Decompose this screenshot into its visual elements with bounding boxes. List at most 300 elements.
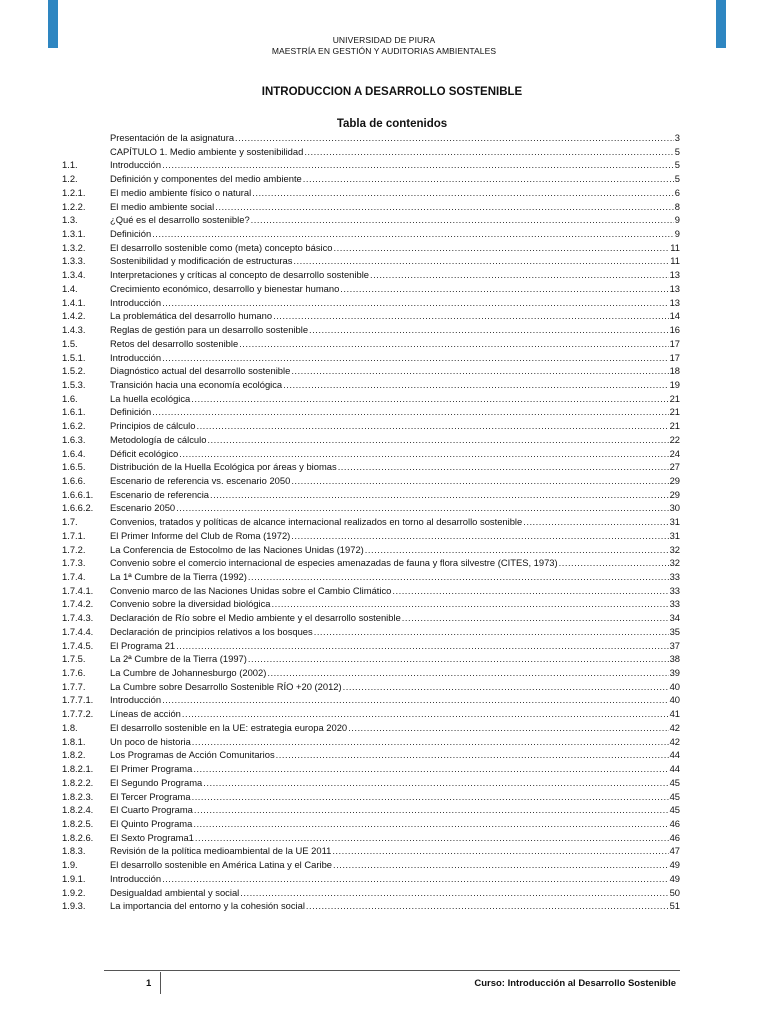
- toc-entry-title: Sostenibilidad y modificación de estructuras: [110, 255, 293, 267]
- toc-entry-title: CAPÍTULO 1. Medio ambiente y sostenibilidad: [110, 145, 304, 157]
- toc-entry-body: [110, 447, 680, 461]
- toc-entry-page: 5: [674, 173, 680, 185]
- toc-entry-title: El Primer Programa: [110, 763, 193, 775]
- toc-entry[interactable]: [62, 584, 680, 598]
- toc-entry-number: 1.8.1.: [62, 735, 86, 747]
- toc-dot-leader: [192, 735, 669, 749]
- toc-entry-body: [110, 351, 680, 365]
- toc-dot-leader: [162, 351, 668, 365]
- toc-entry[interactable]: [62, 680, 680, 694]
- toc-dot-leader: [333, 858, 669, 872]
- toc-dot-leader: [523, 515, 668, 529]
- toc-entry[interactable]: [62, 570, 680, 584]
- toc-entry-page: 39: [669, 667, 680, 679]
- toc-entry[interactable]: [62, 460, 680, 474]
- toc-entry-page: 31: [669, 529, 680, 541]
- toc-entry-body: [110, 213, 680, 227]
- toc-entry[interactable]: [62, 831, 680, 845]
- toc-entry-body: [110, 131, 680, 145]
- toc-entry-page: 21: [669, 406, 680, 418]
- toc-entry[interactable]: [62, 556, 680, 570]
- toc-dot-leader: [179, 447, 668, 461]
- toc-entry-number: 1.3.2.: [62, 241, 86, 253]
- toc-entry-number: 1.4.3.: [62, 324, 86, 336]
- toc-entry-number: 1.3.1.: [62, 228, 86, 240]
- toc-entry-number: 1.5.1.: [62, 351, 86, 363]
- toc-entry-number: 1.6.1.: [62, 406, 86, 418]
- toc-entry[interactable]: [62, 488, 680, 502]
- toc-entry-title: El medio ambiente social: [110, 200, 215, 212]
- toc-dot-leader: [193, 817, 668, 831]
- toc-entry-number: 1.1.: [62, 159, 78, 171]
- toc-dot-leader: [267, 666, 668, 680]
- toc-entry-title: El Cuarto Programa: [110, 804, 193, 816]
- toc-entry[interactable]: [62, 666, 680, 680]
- toc-dot-leader: [248, 652, 669, 666]
- toc-entry-body: [110, 693, 680, 707]
- toc-entry-body: [110, 241, 680, 255]
- toc-entry[interactable]: [62, 886, 680, 900]
- toc-entry[interactable]: [62, 515, 680, 529]
- toc-entry-page: 42: [669, 721, 680, 733]
- toc-dot-leader: [162, 158, 674, 172]
- toc-entry-number: 1.2.2.: [62, 200, 86, 212]
- toc-entry-title: Distribución de la Huella Ecológica por áreas y biomas: [110, 461, 337, 473]
- toc-entry[interactable]: [62, 639, 680, 653]
- toc-entry-body: [110, 597, 680, 611]
- toc-dot-leader: [203, 776, 668, 790]
- toc-entry-body: [110, 405, 680, 419]
- toc-entry-title: El Programa 21: [110, 639, 176, 651]
- toc-entry-body: [110, 721, 680, 735]
- toc-entry[interactable]: [62, 172, 680, 186]
- toc-entry-page: 8: [674, 200, 680, 212]
- toc-dot-leader: [365, 543, 669, 557]
- toc-entry[interactable]: [62, 419, 680, 433]
- toc-dot-leader: [239, 337, 668, 351]
- toc-entry[interactable]: [62, 282, 680, 296]
- toc-entry[interactable]: [62, 323, 680, 337]
- toc-entry-title: Revisión de la política medioambiental de la UE 2011: [110, 845, 332, 857]
- toc-entry-page: 34: [669, 612, 680, 624]
- toc-entry[interactable]: [62, 748, 680, 762]
- toc-dot-leader: [370, 268, 669, 282]
- toc-dot-leader: [191, 392, 668, 406]
- toc-entry-title: Convenio marco de las Naciones Unidas sobre el Cambio Climático: [110, 584, 392, 596]
- toc-entry-page: 32: [669, 557, 680, 569]
- toc-dot-leader: [162, 693, 668, 707]
- toc-entry-number: 1.7.7.2.: [62, 708, 94, 720]
- toc-entry-page: 24: [669, 447, 680, 459]
- footer-course-title: Curso: Introducción al Desarrollo Sostenible: [474, 978, 676, 989]
- toc-entry-page: 29: [669, 474, 680, 486]
- toc-entry-page: 22: [669, 433, 680, 445]
- toc-entry-page: 11: [670, 255, 680, 267]
- toc-entry-page: 40: [669, 680, 680, 692]
- toc-entry-number: 1.4.2.: [62, 310, 86, 322]
- toc-entry[interactable]: [62, 858, 680, 872]
- toc-entry-title: La importancia del entorno y la cohesión social: [110, 900, 305, 912]
- toc-entry[interactable]: [62, 158, 680, 172]
- toc-dot-leader: [314, 625, 669, 639]
- toc-entry-number: 1.6.4.: [62, 447, 86, 459]
- toc-entry-body: [110, 858, 680, 872]
- toc-entry[interactable]: [62, 474, 680, 488]
- toc-entry-title: El Quinto Programa: [110, 817, 193, 829]
- toc-dot-leader: [162, 872, 668, 886]
- toc-entry-body: [110, 570, 680, 584]
- toc-entry[interactable]: [62, 762, 680, 776]
- toc-entry-number: 1.9.1.: [62, 872, 86, 884]
- toc-entry-body: [110, 639, 680, 653]
- toc-entry-page: 33: [669, 598, 680, 610]
- toc-dot-leader: [162, 296, 668, 310]
- toc-entry[interactable]: [62, 652, 680, 666]
- toc-entry-title: Desigualdad ambiental y social: [110, 886, 240, 898]
- toc-entry-number: 1.8.2.3.: [62, 790, 94, 802]
- toc-entry-body: [110, 200, 680, 214]
- toc-entry-page: 46: [669, 831, 680, 843]
- toc-entry-title: Introducción: [110, 872, 162, 884]
- toc-entry-page: 29: [669, 488, 680, 500]
- toc-entry-title: La Cumbre de Johannesburgo (2002): [110, 667, 267, 679]
- toc-entry-number: 1.7.4.: [62, 571, 86, 582]
- toc-entry-number: 1.9.2.: [62, 886, 86, 898]
- toc-entry-body: [110, 748, 680, 762]
- toc-entry[interactable]: [62, 803, 680, 817]
- toc-entry-title: Introducción: [110, 694, 162, 706]
- toc-entry[interactable]: [62, 392, 680, 406]
- toc-dot-leader: [251, 213, 674, 227]
- toc-entry-page: 5: [674, 145, 680, 157]
- toc-dot-leader: [273, 309, 668, 323]
- toc-entry-body: [110, 268, 680, 282]
- toc-entry-body: [110, 735, 680, 749]
- toc-entry-title: Déficit ecológico: [110, 447, 179, 459]
- toc-entry-page: 21: [669, 392, 680, 404]
- toc-entry-body: [110, 529, 680, 543]
- toc-entry-number: 1.6.5.: [62, 461, 86, 473]
- toc-dot-leader: [283, 378, 668, 392]
- toc-entry-body: [110, 145, 680, 159]
- toc-entry-number: 1.5.3.: [62, 378, 86, 390]
- toc-entry-number: 1.9.: [62, 859, 78, 871]
- toc-entry-title: El medio ambiente físico o natural: [110, 186, 252, 198]
- toc-entry-title: Introducción: [110, 351, 162, 363]
- toc-entry-body: [110, 584, 680, 598]
- toc-dot-leader: [348, 721, 668, 735]
- toc-entry[interactable]: [62, 433, 680, 447]
- toc-entry-page: 30: [669, 502, 680, 514]
- toc-dot-leader: [240, 886, 668, 900]
- toc-entry-title: El desarrollo sostenible como (meta) concepto básico: [110, 241, 333, 253]
- toc-entry[interactable]: [62, 145, 680, 159]
- toc-dot-leader: [559, 556, 669, 570]
- toc-entry-title: Introducción: [110, 159, 162, 171]
- toc-entry[interactable]: [62, 351, 680, 365]
- toc-entry-page: 6: [674, 186, 680, 198]
- toc-entry-body: [110, 172, 680, 186]
- toc-entry-title: Metodología de cálculo: [110, 433, 207, 445]
- toc-entry-number: 1.7.5.: [62, 653, 86, 665]
- toc-entry[interactable]: [62, 337, 680, 351]
- toc-entry-page: 50: [669, 886, 680, 898]
- toc-entry-title: Declaración de principios relativos a los bosques: [110, 625, 313, 637]
- toc-dot-leader: [215, 200, 674, 214]
- toc-entry-body: [110, 488, 680, 502]
- toc-entry-number: 1.2.1.: [62, 186, 86, 198]
- toc-entry-number: 1.4.1.: [62, 296, 86, 308]
- toc-entry-page: 14: [669, 310, 680, 322]
- toc-entry[interactable]: [62, 378, 680, 392]
- toc-entry-number: 1.7.6.: [62, 667, 86, 679]
- toc-entry-page: 16: [669, 324, 680, 336]
- toc-entry-number: 1.3.: [62, 214, 78, 226]
- header-university: UNIVERSIDAD DE PIURA: [332, 35, 436, 45]
- toc-entry-body: [110, 556, 680, 570]
- footer-divider: [104, 970, 680, 971]
- toc-entry-page: 41: [669, 708, 680, 720]
- toc-entry-page: 33: [669, 584, 680, 596]
- toc-dot-leader: [306, 899, 669, 913]
- toc-entry-title: Interpretaciones y críticas al concepto de desarrollo sostenible: [110, 269, 369, 281]
- toc-dot-leader: [196, 419, 668, 433]
- toc-entry-number: 1.6.3.: [62, 433, 86, 445]
- toc-entry-body: [110, 776, 680, 790]
- toc-entry-body: [110, 680, 680, 694]
- toc-entry-number: 1.7.4.4.: [62, 625, 94, 637]
- toc-entry-title: La huella ecológica: [110, 392, 191, 404]
- toc-entry-title: La 1ª Cumbre de la Tierra (1992): [110, 571, 247, 582]
- toc-entry-page: 3: [674, 132, 680, 143]
- toc-entry[interactable]: [62, 735, 680, 749]
- document-title: INTRODUCCION A DESARROLLO SOSTENIBLE: [261, 86, 523, 98]
- toc-entry-body: [110, 296, 680, 310]
- toc-entry[interactable]: [62, 131, 680, 145]
- toc-entry-title: El Segundo Programa: [110, 776, 203, 788]
- toc-entry[interactable]: [62, 817, 680, 831]
- toc-entry-page: 45: [669, 776, 680, 788]
- toc-entry-number: 1.9.3.: [62, 900, 86, 912]
- toc-dot-leader: [152, 227, 674, 241]
- toc-entry-page: 33: [669, 571, 680, 582]
- toc-entry-number: 1.6.6.1.: [62, 488, 94, 500]
- toc-entry[interactable]: [62, 186, 680, 200]
- toc-entry-title: El Primer Informe del Club de Roma (1972): [110, 529, 291, 541]
- toc-entry[interactable]: [62, 721, 680, 735]
- toc-entry[interactable]: [62, 200, 680, 214]
- toc-entry-body: [110, 872, 680, 886]
- toc-entry-number: 1.8.2.4.: [62, 804, 94, 816]
- toc-entry-page: 9: [674, 228, 680, 240]
- toc-entry-number: 1.7.7.: [62, 680, 86, 692]
- toc-entry-number: 1.5.: [62, 337, 78, 349]
- toc-entry-title: El Sexto Programa1: [110, 831, 194, 843]
- toc-entry[interactable]: [62, 405, 680, 419]
- toc-entry-number: 1.7.3.: [62, 557, 86, 569]
- toc-entry[interactable]: [62, 872, 680, 886]
- toc-entry[interactable]: [62, 790, 680, 804]
- toc-entry[interactable]: [62, 213, 680, 227]
- toc-entry-title: Crecimiento económico, desarrollo y bienestar humano: [110, 282, 340, 294]
- toc-entry[interactable]: [62, 296, 680, 310]
- toc-entry-body: [110, 831, 680, 845]
- toc-dot-leader: [176, 501, 668, 515]
- toc-entry-title: Convenios, tratados y políticas de alcance internacional realizados en torno al desarrollo sostenible: [110, 516, 523, 528]
- toc-entry-number: 1.7.2.: [62, 543, 86, 555]
- toc-entry[interactable]: [62, 364, 680, 378]
- toc-entry[interactable]: [62, 844, 680, 858]
- toc-entry-title: Declaración de Río sobre el Medio ambiente y el desarrollo sostenible: [110, 612, 401, 624]
- toc-entry-title: Retos del desarrollo sostenible: [110, 337, 239, 349]
- toc-entry-body: [110, 460, 680, 474]
- toc-entry[interactable]: [62, 543, 680, 557]
- toc-entry-body: [110, 337, 680, 351]
- toc-entry-body: [110, 899, 680, 913]
- toc-dot-leader: [343, 680, 669, 694]
- toc-dot-leader: [392, 584, 668, 598]
- toc-entry-number: 1.3.4.: [62, 269, 86, 281]
- toc-entry-number: 1.6.: [62, 392, 78, 404]
- toc-entry-page: 9: [674, 214, 680, 226]
- toc-entry-body: [110, 790, 680, 804]
- toc-entry-number: 1.6.6.2.: [62, 502, 94, 514]
- toc-dot-leader: [252, 186, 674, 200]
- toc-entry-title: La 2ª Cumbre de la Tierra (1997): [110, 653, 247, 665]
- toc-entry-number: 1.6.2.: [62, 420, 86, 432]
- toc-entry-page: 51: [669, 900, 680, 912]
- toc-entry-page: 44: [669, 763, 680, 775]
- toc-entry-body: [110, 227, 680, 241]
- toc-entry[interactable]: [62, 597, 680, 611]
- toc-entry-title: Líneas de acción: [110, 708, 181, 720]
- table-of-contents: [62, 131, 680, 913]
- toc-entry-number: 1.8.2.1.: [62, 763, 94, 775]
- toc-entry-number: 1.2.: [62, 173, 78, 185]
- toc-entry-body: [110, 364, 680, 378]
- toc-entry-page: 44: [669, 749, 680, 761]
- toc-dot-leader: [303, 172, 674, 186]
- toc-entry[interactable]: [62, 707, 680, 721]
- toc-entry-title: Escenario 2050: [110, 502, 176, 514]
- toc-entry-page: 21: [669, 420, 680, 432]
- toc-entry-title: El Tercer Programa: [110, 790, 191, 802]
- toc-entry-body: [110, 474, 680, 488]
- toc-entry-number: 1.7.1.: [62, 529, 86, 541]
- toc-dot-leader: [340, 282, 668, 296]
- toc-dot-leader: [182, 707, 669, 721]
- toc-entry-title: Escenario de referencia: [110, 488, 210, 500]
- toc-entry-title: Principios de cálculo: [110, 420, 196, 432]
- toc-entry-page: 45: [669, 804, 680, 816]
- toc-dot-leader: [334, 241, 670, 255]
- toc-dot-leader: [192, 790, 669, 804]
- toc-entry-title: La problemática del desarrollo humano: [110, 310, 273, 322]
- toc-entry-title: Escenario de referencia vs. escenario 2050: [110, 474, 291, 486]
- toc-entry-body: [110, 886, 680, 900]
- toc-dot-leader: [235, 131, 674, 145]
- toc-entry[interactable]: [62, 227, 680, 241]
- toc-entry-page: 35: [669, 625, 680, 637]
- toc-entry-body: [110, 419, 680, 433]
- toc-entry[interactable]: [62, 501, 680, 515]
- toc-entry-title: ¿Qué es el desarrollo sostenible?: [110, 214, 250, 226]
- toc-entry-page: 11: [670, 241, 680, 253]
- toc-entry-title: Definición y componentes del medio ambiente: [110, 173, 302, 185]
- toc-entry[interactable]: [62, 776, 680, 790]
- toc-entry-title: La Conferencia de Estocolmo de las Naciones Unidas (1972): [110, 543, 364, 555]
- toc-entry-title: Definición: [110, 228, 152, 240]
- toc-entry-body: [110, 844, 680, 858]
- toc-entry-body: [110, 186, 680, 200]
- toc-entry-body: [110, 817, 680, 831]
- toc-entry-title: Definición: [110, 406, 152, 418]
- toc-entry-page: 19: [669, 378, 680, 390]
- toc-dot-leader: [193, 762, 668, 776]
- toc-entry-title: Presentación de la asignatura: [110, 132, 235, 143]
- toc-entry-number: 1.8.2.6.: [62, 831, 94, 843]
- toc-entry[interactable]: [62, 529, 680, 543]
- toc-entry-body: [110, 378, 680, 392]
- toc-entry-number: 1.7.: [62, 516, 78, 528]
- toc-entry-body: [110, 392, 680, 406]
- toc-entry[interactable]: [62, 899, 680, 913]
- toc-dot-leader: [304, 145, 673, 159]
- toc-entry[interactable]: [62, 611, 680, 625]
- toc-entry-title: El desarrollo sostenible en la UE: estrategia europa 2020: [110, 721, 348, 733]
- toc-entry[interactable]: [62, 241, 680, 255]
- toc-entry-title: Introducción: [110, 296, 162, 308]
- toc-entry-page: 31: [669, 516, 680, 528]
- toc-entry-body: [110, 158, 680, 172]
- toc-entry[interactable]: [62, 309, 680, 323]
- toc-dot-leader: [272, 597, 669, 611]
- toc-entry-number: 1.8.2.5.: [62, 817, 94, 829]
- toc-dot-leader: [402, 611, 669, 625]
- toc-dot-leader: [207, 433, 668, 447]
- toc-dot-leader: [248, 570, 669, 584]
- toc-entry-body: [110, 762, 680, 776]
- toc-dot-leader: [176, 639, 668, 653]
- toc-entry-page: 47: [669, 845, 680, 857]
- toc-entry[interactable]: [62, 268, 680, 282]
- toc-entry-number: 1.8.: [62, 721, 78, 733]
- toc-entry-number: 1.8.2.: [62, 749, 86, 761]
- toc-entry-number: 1.4.: [62, 282, 78, 294]
- toc-entry-title: Los Programas de Acción Comunitarios: [110, 749, 275, 761]
- toc-entry-number: 1.5.2.: [62, 365, 86, 377]
- toc-dot-leader: [293, 254, 669, 268]
- toc-entry-number: 1.8.3.: [62, 845, 86, 857]
- toc-dot-leader: [194, 803, 669, 817]
- toc-entry-page: 13: [669, 282, 680, 294]
- toc-entry[interactable]: [62, 254, 680, 268]
- toc-entry[interactable]: [62, 447, 680, 461]
- toc-dot-leader: [291, 529, 668, 543]
- toc-entry-page: 49: [669, 859, 680, 871]
- toc-entry-body: [110, 515, 680, 529]
- toc-entry-number: 1.6.6.: [62, 474, 86, 486]
- toc-entry-body: [110, 625, 680, 639]
- footer-separator: [160, 972, 161, 994]
- toc-entry[interactable]: [62, 693, 680, 707]
- toc-entry-title: Un poco de historia: [110, 735, 191, 747]
- toc-dot-leader: [291, 474, 668, 488]
- toc-entry[interactable]: [62, 625, 680, 639]
- toc-entry-page: 13: [669, 296, 680, 308]
- toc-entry-title: El desarrollo sostenible en América Latina y el Caribe: [110, 859, 332, 871]
- toc-entry-body: [110, 666, 680, 680]
